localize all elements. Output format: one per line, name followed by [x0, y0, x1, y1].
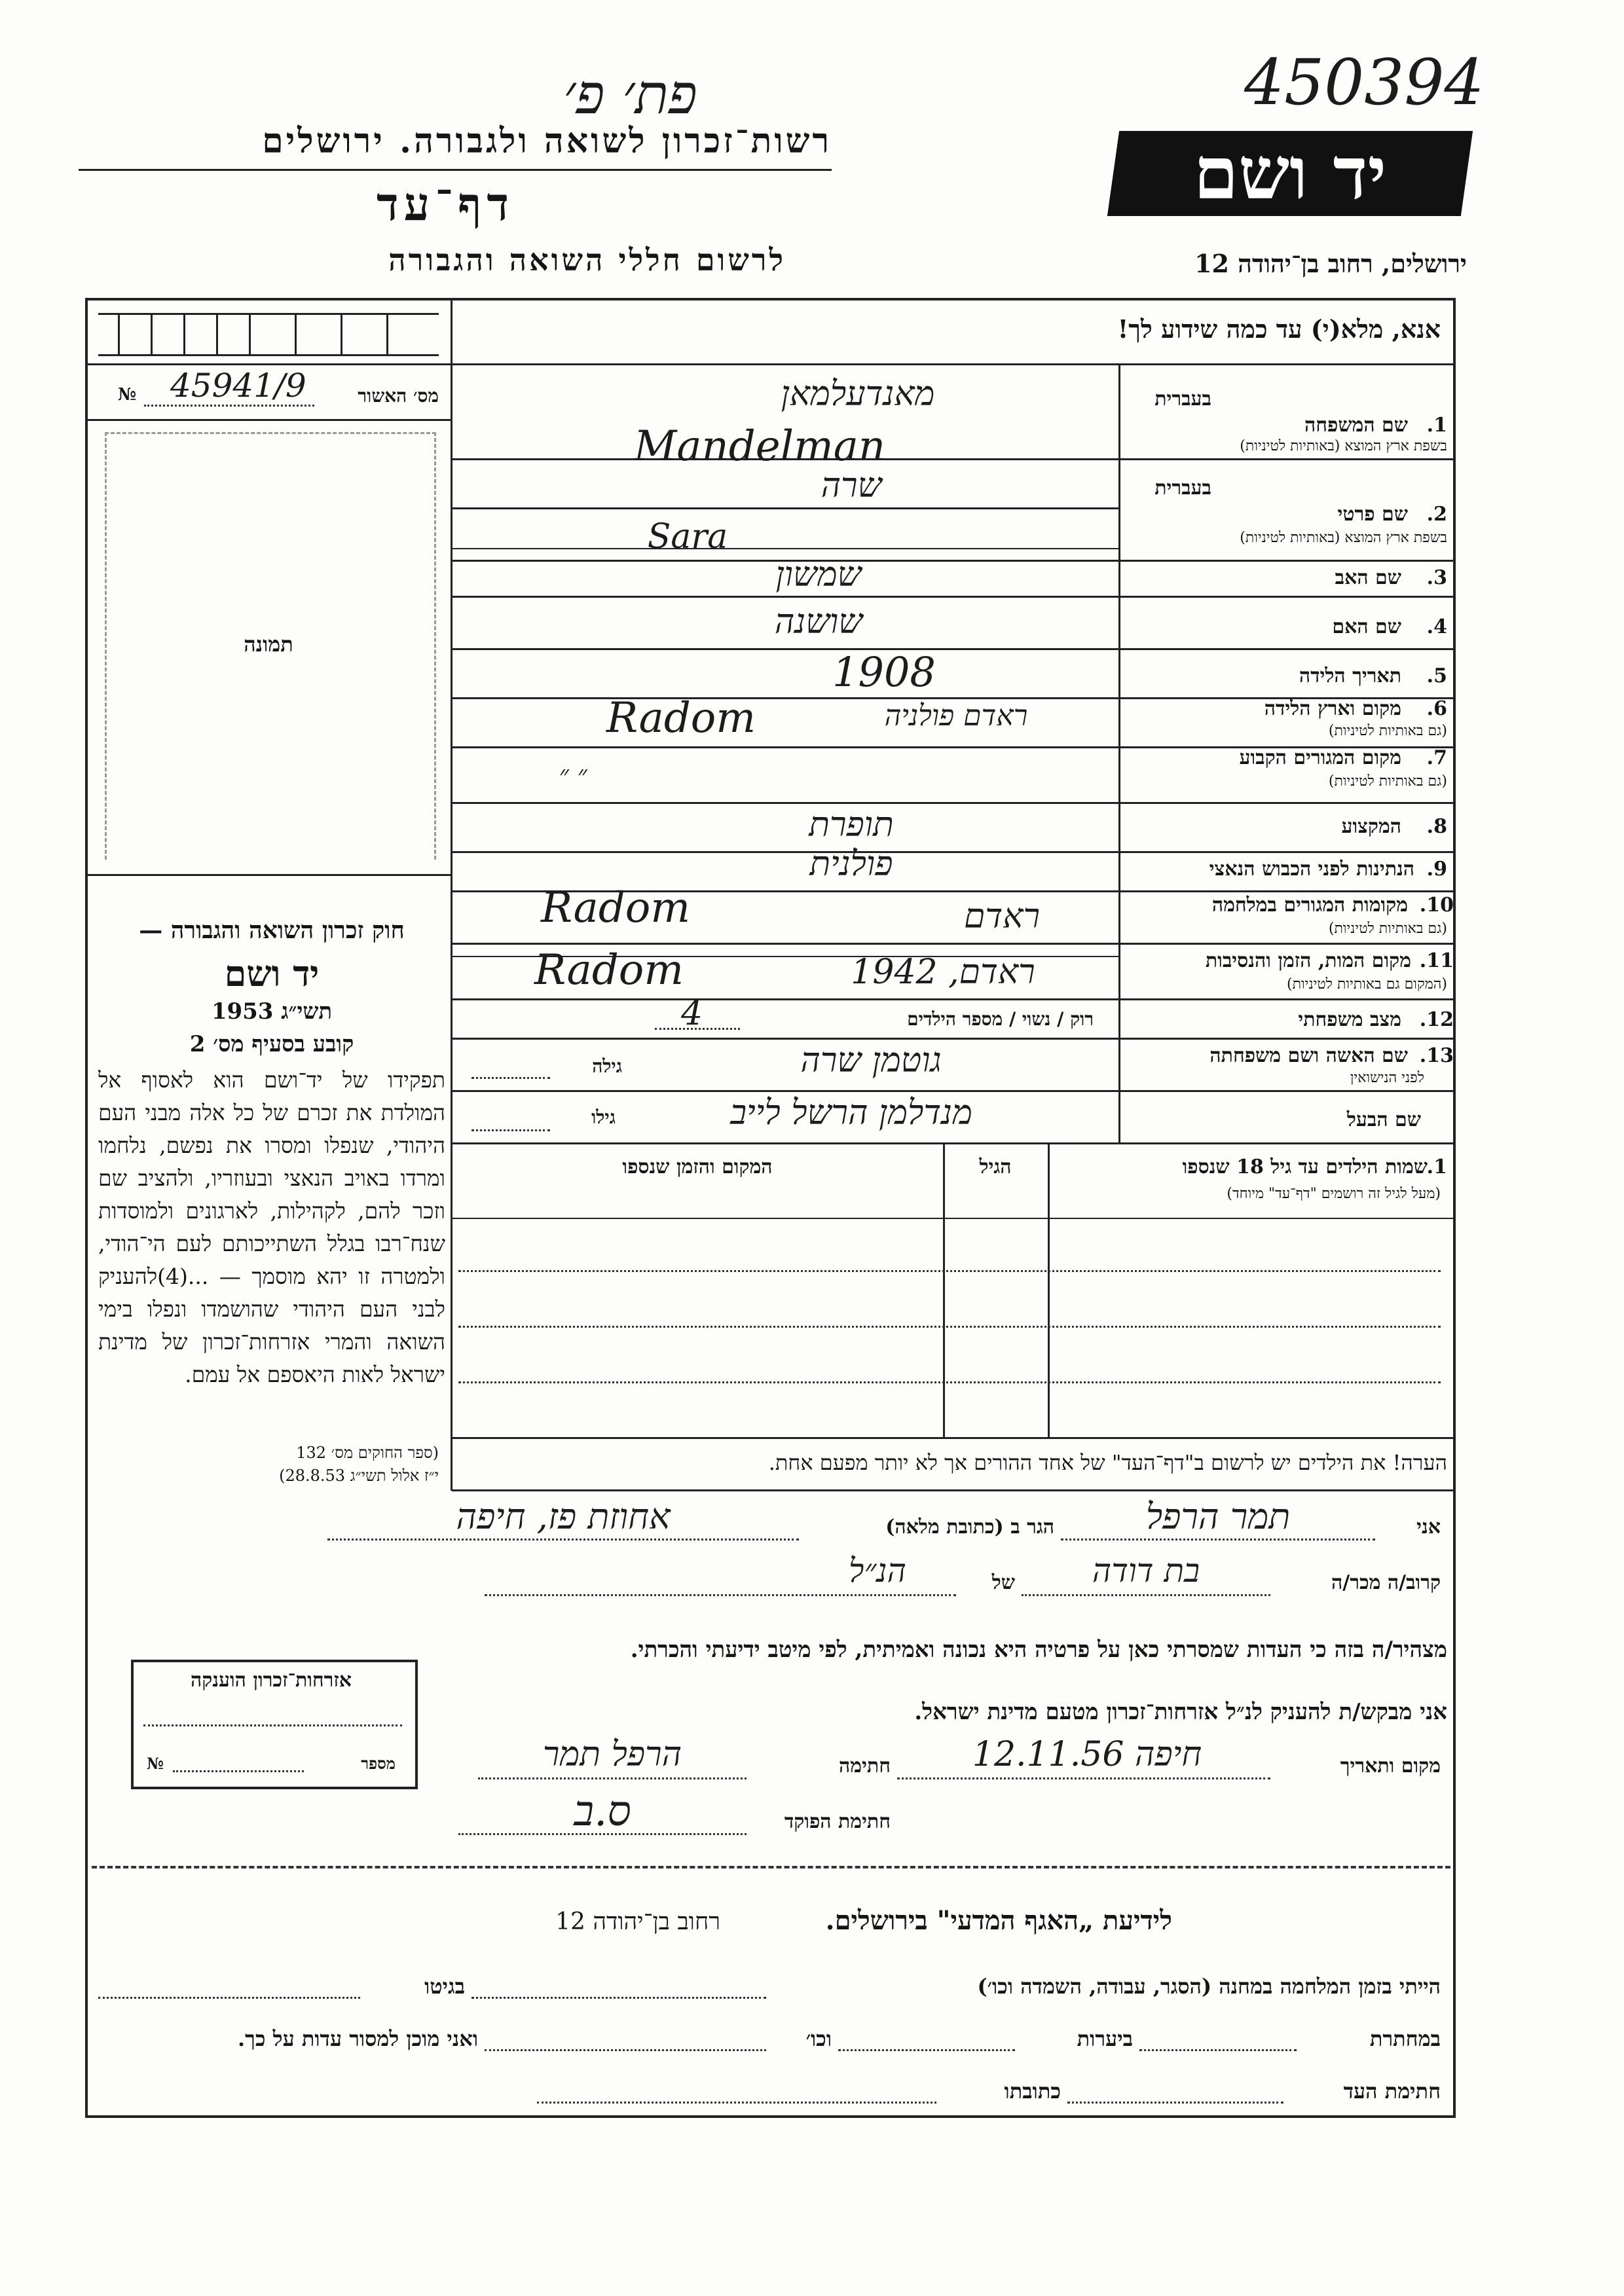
request-text: אני מבקש/ת להעניק לנ״ל אזרחות־זכרון מטעם מדינת ישראל. [914, 1699, 1447, 1725]
bottom-line1-ghetto: בגיטו [424, 1974, 465, 1999]
children-col-place: המקום והזמן שנספו [622, 1156, 773, 1178]
declarant-name[interactable]: תמר הרפל [1145, 1496, 1291, 1537]
law-clause: קובע בסעיף מס׳ 2 [189, 1031, 354, 1057]
f4-value[interactable]: שושנה [774, 602, 863, 642]
of-label: של [991, 1571, 1015, 1594]
f12-children-count[interactable]: 4 [681, 994, 703, 1033]
f7-label: מקום המגורים הקבוע [1239, 746, 1401, 769]
f10-sub: (גם באותיות לטיניות) [1328, 920, 1447, 937]
f13-num: 13. [1419, 1044, 1454, 1067]
signature-label: חתימה [839, 1755, 891, 1777]
place-date-value[interactable]: חיפה 12.11.56 [972, 1735, 1202, 1774]
f13-sub: לפני הנישואין [1350, 1070, 1424, 1086]
f7-sub: (גם באותיות לטיניות) [1328, 773, 1447, 790]
bottom-line2-ready: ואני מוכן למסור עדות על כך. [237, 2026, 478, 2051]
bottom-address: רחוב בן־יהודה 12 [555, 1908, 720, 1935]
f10-hebrew-value[interactable]: ראדם [963, 897, 1041, 936]
address: ירושלים, רחוב בן־יהודה 12 [1194, 249, 1467, 278]
f6-sub: (גם באותיות לטיניות) [1328, 723, 1447, 739]
lives-label: הגר ב (כתובת מלאה) [885, 1516, 1054, 1539]
f1-label: שם המשפחה [1304, 414, 1408, 437]
f5-num: 5. [1426, 665, 1447, 687]
photo-label: תמונה [244, 632, 293, 657]
f5-value[interactable]: 1908 [832, 648, 936, 696]
f13-label: שם האשה ושם משפחתה [1209, 1044, 1408, 1067]
children-title: שמות הילדים עד גיל 18 שנספו [1182, 1156, 1428, 1178]
f10-num: 10. [1419, 894, 1454, 917]
f9-value[interactable]: פולנית [809, 845, 893, 884]
f8-label: המקצוע [1341, 815, 1401, 838]
f13-age-label: גילה [592, 1055, 622, 1077]
f12-num: 12. [1419, 1008, 1454, 1031]
handwritten-file-note: פת׳ פ׳ [563, 62, 697, 126]
law-ref-2: י״ז אלול תשי״ג 28.8.53) [279, 1467, 439, 1485]
husband-label: שם הבעל [1346, 1108, 1421, 1131]
f4-num: 4. [1426, 615, 1447, 638]
f13-value[interactable]: גוטמן שרה [800, 1041, 942, 1080]
approval-no-sign: № [118, 385, 137, 405]
approval-label: מס׳ האשור [358, 385, 439, 407]
f5-label: תאריך הלידה [1299, 665, 1401, 687]
bottom-line1-camp: הייתי בזמן המלחמה במחנה (הסגר, עבודה, השמדה וכו׳) [977, 1974, 1441, 1999]
signature-value[interactable]: הרפל תמר [542, 1735, 682, 1774]
f2-sub: בשפת ארץ המוצא (באותיות לטיניות) [1240, 530, 1447, 546]
husband-age-label: גילו [591, 1106, 616, 1128]
of-value[interactable]: הנ״ל [849, 1552, 906, 1590]
authority-name: רשות־זכרון לשואה ולגבורה. ירושלים [262, 121, 832, 161]
f2-hebrew-value[interactable]: שרה [821, 466, 882, 505]
citizenship-box [131, 1660, 418, 1789]
f1-latin-value[interactable]: Mandelman [633, 422, 886, 471]
f6-label: מקום וארץ הלידה [1264, 697, 1401, 720]
form-subtitle: לרשום חללי השואה והגבורה [388, 242, 786, 278]
children-col-age: הגיל [979, 1156, 1012, 1178]
f2-num: 2. [1426, 503, 1447, 526]
declaration-text: מצהיר/ה בזה כי העדות שמסרתי כאן על פרטיה היא נכונה ואמיתית, לפי מיטב ידיעתי והכרתי. [630, 1637, 1447, 1663]
bottom-dashed-separator [92, 1866, 1450, 1868]
f11-latin-value[interactable]: Radom [534, 946, 684, 994]
law-title: חוק זכרון השואה והגבורה — [139, 917, 405, 944]
citizenship-no-label: מספר [361, 1754, 396, 1773]
f8-value[interactable]: תופרת [809, 805, 894, 845]
bottom-line3-address: כתובתו [1004, 2079, 1061, 2104]
f1-num: 1. [1426, 414, 1447, 437]
f3-label: שם האב [1335, 566, 1401, 589]
f1-sub: בשפת ארץ המוצא (באותיות לטיניות) [1240, 438, 1447, 454]
citizenship-title: אזרחות־זכרון הוענקה [190, 1669, 352, 1692]
f11-hebrew-value[interactable]: ראדם, 1942 [851, 953, 1035, 992]
bottom-line2-underground: במחתרת [1369, 2026, 1441, 2051]
f12-options: רוק / נשוי / מספר הילדים [907, 1008, 1094, 1030]
form-title: דף־עד [376, 177, 514, 231]
law-ref-1: (ספר החוקים מס׳ 132 [296, 1444, 439, 1462]
handwritten-record-number: 450394 [1244, 46, 1485, 119]
f3-num: 3. [1426, 566, 1447, 589]
f2-latin-value[interactable]: Sara [647, 517, 728, 556]
f10-label: מקומות המגורים במלחמה [1211, 894, 1408, 917]
logo-text: יד ושם [1193, 131, 1387, 215]
bottom-line2-etc: וכו׳ [805, 2026, 832, 2051]
f4-label: שם האם [1332, 615, 1401, 638]
children-sub: (מעל לגיל זה רושמים "דף־עד" מיוחד) [1227, 1186, 1441, 1202]
f7-num: 7. [1426, 746, 1447, 769]
relation-value[interactable]: בת דודה [1092, 1552, 1200, 1590]
stamp-boxes [98, 313, 439, 356]
f2-heb-tag: בעברית [1154, 477, 1211, 500]
f2-label: שם פרטי [1337, 503, 1408, 526]
officer-signature[interactable]: ס.ב [574, 1787, 631, 1836]
f11-num: 11. [1419, 949, 1454, 972]
f1-heb-tag: בעברית [1154, 388, 1211, 410]
law-year: תשי״ג 1953 [211, 998, 333, 1025]
officer-label: חתימת הפוקד [784, 1810, 891, 1833]
children-num: 1. [1426, 1156, 1447, 1178]
f9-label: הנתינות לפני הכבוש הנאצי [1209, 858, 1414, 881]
f6-num: 6. [1426, 697, 1447, 720]
declarant-address[interactable]: אחוזת פז, חיפה [456, 1496, 671, 1537]
citizenship-no-sign: № [147, 1754, 164, 1773]
children-note: הערה! את הילדים יש לרשום ב"דף־העד" של אחד ההורים אך לא יותר מפעם אחת. [768, 1450, 1447, 1475]
bottom-line2-forests: ביערות [1077, 2026, 1133, 2051]
husband-value[interactable]: מנדלמן הרשל לייב [730, 1093, 972, 1133]
i-label: אני [1416, 1516, 1441, 1539]
law-name: יד ושם [224, 953, 320, 994]
f11-label: מקום המות, הזמן והנסיבות [1205, 949, 1411, 972]
f8-num: 8. [1426, 815, 1447, 838]
f1-hebrew-value[interactable]: מאנדעלמאן [781, 374, 935, 414]
bottom-line3-witness-sig: חתימת העד [1343, 2079, 1441, 2104]
f10-latin-value[interactable]: Radom [541, 884, 690, 932]
bottom-title: לידיעת „האגף המדעי" בירושלים. [825, 1905, 1172, 1936]
f9-num: 9. [1426, 858, 1447, 881]
place-date-label: מקום ותאריך [1340, 1755, 1441, 1777]
law-text: תפקידו של יד־ושם הוא לאסוף אל המולדת את זכרם של כל אלה מבני העם היהודי, שנפלו ומסרו את נפשם, נלחמו ומרדו באויב הנאצי ובעוזריו, ולהציב שם וזכר להם, לקהילות, לארגונים ולמוסדות שנח־רבו בגלל השתייכותם לעם הי־הודי, ולמטרה זו יהא מוסמך — ...(4)להעניק לבני העם היהודי שהושמדו ונפלו בימי השואה והמרי אזרחות־זכרון של מדינת ישראל לאות היאספם אל עמם. [98, 1067, 445, 1387]
f3-value[interactable]: שמשון [775, 555, 862, 594]
f6-hebrew-value[interactable]: ראדם פולניה [884, 699, 1028, 733]
intro-instruction: אנא, מלא(י) עד כמה שידוע לך! [1117, 314, 1441, 344]
f6-latin-value[interactable]: Radom [606, 694, 756, 742]
f7-value[interactable]: ״ ״ [559, 760, 587, 790]
approval-number[interactable]: 45941/9 [170, 367, 306, 405]
f12-label: מצב משפחתי [1298, 1008, 1401, 1031]
f11-sub: (המקום גם באותיות לטיניות) [1287, 976, 1447, 993]
relative-label: קרוב/ה מכר/ה [1331, 1571, 1441, 1594]
